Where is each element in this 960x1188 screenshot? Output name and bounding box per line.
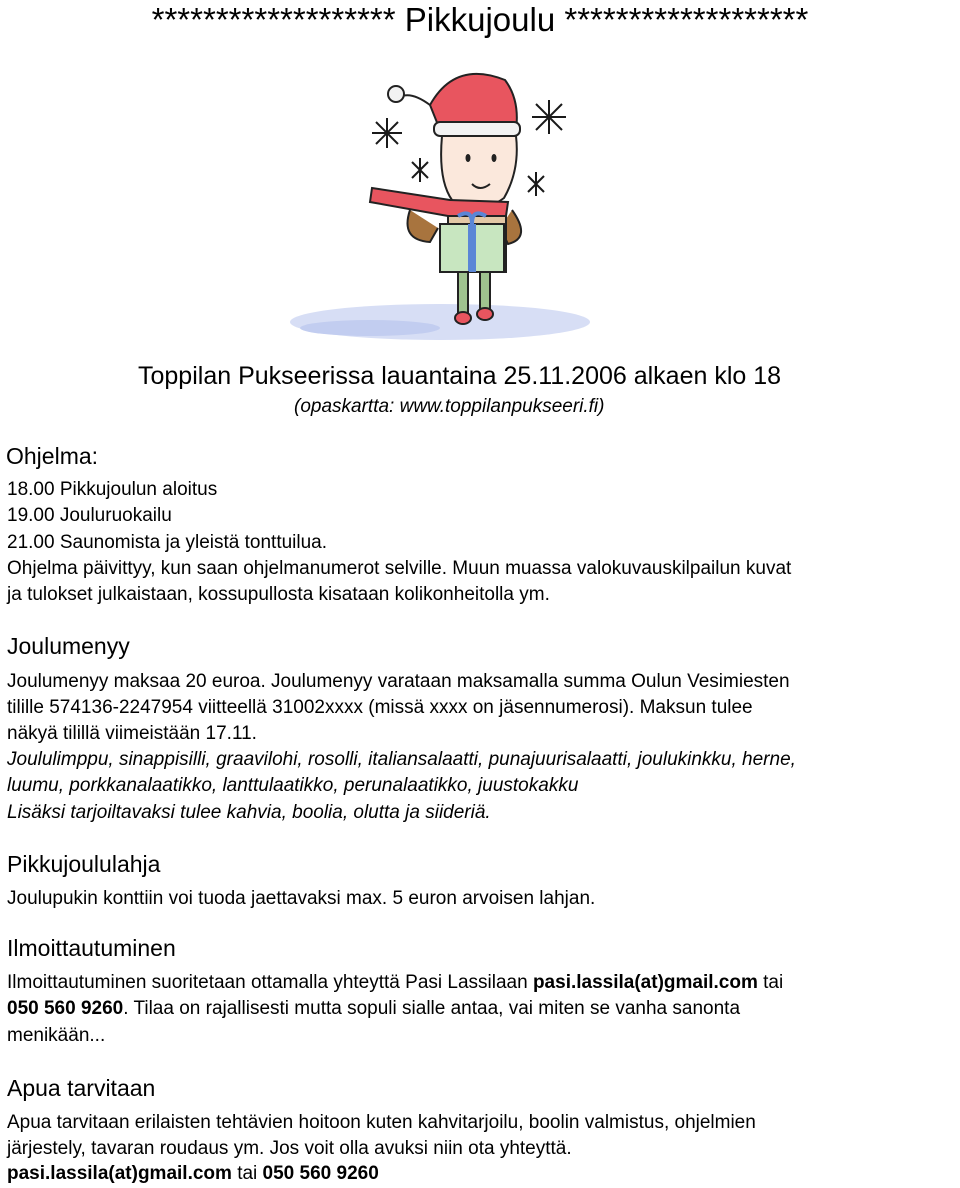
registration-line <box>7 970 783 996</box>
registration-or: tai <box>757 972 784 993</box>
snowflake-icon <box>528 172 544 196</box>
help-heading: Apua tarvitaan <box>7 1075 156 1101</box>
registration-email[interactable]: pasi.lassila(at)gmail.com <box>532 972 758 993</box>
program-item: 19.00 Jouluruokailu <box>7 505 172 526</box>
snowflake-icon <box>532 100 566 134</box>
registration-text: . Tilaa on rajallisesti mutta sopuli sialle antaa, vai miten se vanha sanonta <box>123 998 741 1019</box>
menu-text: tilille 574136-2247954 viitteellä 31002xxxx (missä xxxx on jäsennumerosi). Maksun tulee <box>7 697 753 718</box>
elf-with-gift-illustration <box>280 60 620 350</box>
program-note: Ohjelma päivittyy, kun saan ohjelmanumerot selville. Muun muassa valokuvauskilpailun kuvat <box>7 558 792 579</box>
help-email[interactable]: pasi.lassila(at)gmail.com <box>7 1163 232 1184</box>
registration-heading: Ilmoittautuminen <box>7 935 176 961</box>
registration-text: Ilmoittautuminen suoritetaan ottamalla yhteyttä Pasi Lassilaan <box>7 972 533 993</box>
gift-text: Joulupukin konttiin voi tuoda jaettavaksi max. 5 euron arvoisen lahjan. <box>7 888 596 909</box>
help-phone[interactable]: 050 560 9260 <box>262 1163 379 1184</box>
help-text: järjestely, tavaran roudaus ym. Jos voit olla avuksi niin ota yhteyttä. <box>7 1138 572 1159</box>
program-item: 21.00 Saunomista ja yleistä tonttuilua. <box>7 532 328 553</box>
registration-line <box>7 996 740 1022</box>
program-heading: Ohjelma: <box>6 443 99 469</box>
menu-dishes: luumu, porkkanalaatikko, lanttulaatikko, perunalaatikko, juustokakku <box>7 775 579 796</box>
menu-text: Joulumenyy maksaa 20 euroa. Joulumenyy varataan maksamalla summa Oulun Vesimiesten <box>7 671 790 692</box>
help-contact <box>7 1161 379 1187</box>
menu-drinks: Lisäksi tarjoiltavaksi tulee kahvia, boolia, olutta ja siideriä. <box>7 802 491 823</box>
program-item: 18.00 Pikkujoulun aloitus <box>7 479 218 500</box>
venue-map-link: (opaskartta: www.toppilanpukseeri.fi) <box>294 396 605 417</box>
help-or: tai <box>231 1163 263 1184</box>
venue-line: Toppilan Pukseerissa lauantaina 25.11.2006 alkaen klo 18 <box>138 362 782 390</box>
registration-text: menikään... <box>7 1025 106 1046</box>
help-text: Apua tarvitaan erilaisten tehtävien hoitoon kuten kahvitarjoilu, boolin valmistus, ohjelmien <box>7 1112 756 1133</box>
program-note: ja tulokset julkaistaan, kossupullosta kisataan kolikonheitolla ym. <box>7 584 550 605</box>
menu-heading: Joulumenyy <box>7 633 130 659</box>
gift-heading: Pikkujoululahja <box>7 851 161 877</box>
page-title: ******************* Pikkujoulu ******************* <box>151 1 809 38</box>
registration-phone[interactable]: 050 560 9260 <box>7 998 124 1019</box>
menu-text: näkyä tilillä viimeistään 17.11. <box>7 723 257 744</box>
snowflake-icon <box>412 158 428 182</box>
menu-dishes: Joululimppu, sinappisilli, graavilohi, rosolli, italiansalaatti, punajuurisalaatti, joulukinkku, herne, <box>7 749 796 770</box>
snowflake-icon <box>372 118 402 148</box>
